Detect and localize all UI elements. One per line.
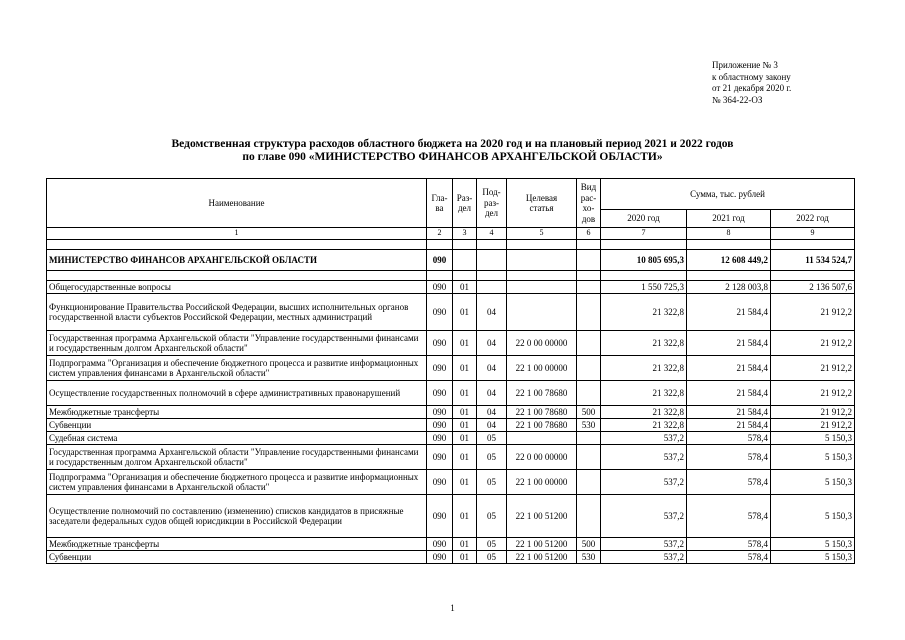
appendix-note [712,60,791,106]
appendix-line: от 21 декабря 2020 г. [712,83,792,93]
table-row [47,356,855,381]
row-2021: 578,4 [687,432,771,445]
row-2022: 5 150,3 [771,432,855,445]
row-name: Осуществление государственных полномочий в сфере административных правонарушений [47,381,427,406]
row-2021: 2 128 003,8 [687,281,771,294]
row-2020: 537,2 [601,495,687,538]
table-row [47,419,855,432]
row-glava: 090 [427,551,453,564]
header-2022: 2022 год [771,210,855,228]
row-vid: 530 [577,551,601,564]
row-name: Подпрограмма "Организация и обеспечение бюджетного процесса и развитие информационных систем управления финансами в Архангельской области" [47,470,427,495]
row-name: Судебная система [47,432,427,445]
column-number: 8 [687,228,771,240]
row-podrazdel: 04 [477,381,507,406]
header-name: Наименование [47,179,427,228]
row-2021: 578,4 [687,538,771,551]
header-glava: Гла- ва [427,179,453,228]
spacer-row [47,240,855,250]
row-2022: 21 912,2 [771,356,855,381]
row-podrazdel: 05 [477,495,507,538]
table-row [47,551,855,564]
row-2021: 21 584,4 [687,381,771,406]
table-row [47,495,855,538]
row-glava: 090 [427,356,453,381]
row-name: Общегосударственные вопросы [47,281,427,294]
ministry-2022: 11 534 524,7 [771,250,855,271]
row-glava: 090 [427,538,453,551]
row-vid: 500 [577,406,601,419]
row-2022: 21 912,2 [771,294,855,331]
row-razdel: 01 [453,381,477,406]
row-glava: 090 [427,406,453,419]
table-row [47,381,855,406]
row-podrazdel: 04 [477,294,507,331]
row-name: Субвенции [47,419,427,432]
row-2022: 5 150,3 [771,551,855,564]
header-sum: Сумма, тыс. рублей [601,179,855,210]
row-target: 22 0 00 00000 [507,445,577,470]
row-2022: 5 150,3 [771,538,855,551]
row-name: Межбюджетные трансферты [47,406,427,419]
table-row [47,445,855,470]
column-number: 4 [477,228,507,240]
row-2021: 21 584,4 [687,419,771,432]
row-glava: 090 [427,495,453,538]
ministry-2020: 10 805 695,3 [601,250,687,271]
row-razdel: 01 [453,294,477,331]
row-podrazdel: 05 [477,445,507,470]
row-podrazdel: 05 [477,470,507,495]
row-2020: 21 322,8 [601,419,687,432]
row-2020: 537,2 [601,538,687,551]
row-podrazdel: 04 [477,356,507,381]
row-target [507,294,577,331]
header-razdel: Раз- дел [453,179,477,228]
row-vid [577,331,601,356]
row-vid [577,294,601,331]
spacer-row [47,271,855,281]
row-glava: 090 [427,331,453,356]
row-razdel: 01 [453,551,477,564]
title-line-2: по главе 090 «МИНИСТЕРСТВО ФИНАНСОВ АРХАНГЕЛЬСКОЙ ОБЛАСТИ» [242,151,663,163]
row-razdel: 01 [453,281,477,294]
header-row [47,179,855,210]
column-number: 2 [427,228,453,240]
row-2022: 2 136 507,6 [771,281,855,294]
table-row [47,331,855,356]
row-name: Межбюджетные трансферты [47,538,427,551]
row-target: 22 1 00 00000 [507,356,577,381]
row-2022: 21 912,2 [771,381,855,406]
budget-table [46,178,855,564]
row-2020: 21 322,8 [601,331,687,356]
row-name: Осуществление полномочий по составлению (изменению) списков кандидатов в присяжные заседатели федеральных судов общей юрисдикции в Российской Федерации [47,495,427,538]
row-podrazdel: 04 [477,331,507,356]
row-name: Функционирование Правительства Российской Федерации, высших исполнительных органов государственной власти субъектов Российской Федерации, местных администраций [47,294,427,331]
row-podrazdel: 05 [477,551,507,564]
row-razdel: 01 [453,495,477,538]
row-2021: 578,4 [687,470,771,495]
header-2021: 2021 год [687,210,771,228]
row-vid: 530 [577,419,601,432]
row-target [507,281,577,294]
row-vid [577,356,601,381]
row-2021: 578,4 [687,495,771,538]
row-2021: 578,4 [687,445,771,470]
row-target: 22 0 00 00000 [507,331,577,356]
ministry-glava: 090 [427,250,453,271]
row-target: 22 1 00 78680 [507,381,577,406]
column-number: 5 [507,228,577,240]
row-target: 22 1 00 78680 [507,419,577,432]
row-2021: 21 584,4 [687,356,771,381]
row-razdel: 01 [453,356,477,381]
row-vid [577,445,601,470]
row-podrazdel: 05 [477,538,507,551]
appendix-line: Приложение № 3 [712,60,778,70]
row-glava: 090 [427,294,453,331]
row-2022: 21 912,2 [771,331,855,356]
row-2020: 537,2 [601,551,687,564]
appendix-line: № 364-22-ОЗ [712,94,763,105]
row-razdel: 01 [453,538,477,551]
row-name: Субвенции [47,551,427,564]
row-2021: 21 584,4 [687,331,771,356]
row-target: 22 1 00 51200 [507,551,577,564]
row-podrazdel: 04 [477,419,507,432]
row-2020: 537,2 [601,432,687,445]
table-row [47,538,855,551]
row-2022: 21 912,2 [771,419,855,432]
row-vid [577,281,601,294]
row-2020: 21 322,8 [601,356,687,381]
row-name: Подпрограмма "Организация и обеспечение бюджетного процесса и развитие информационных систем управления финансами в Архангельской области" [47,356,427,381]
row-2020: 21 322,8 [601,406,687,419]
row-2022: 21 912,2 [771,406,855,419]
row-target: 22 1 00 51200 [507,538,577,551]
row-target [507,432,577,445]
row-name: Государственная программа Архангельской области "Управление государственными финансами и государственным долгом Архангельской области" [47,445,427,470]
row-razdel: 01 [453,470,477,495]
row-glava: 090 [427,445,453,470]
table-row [47,294,855,331]
row-target: 22 1 00 78680 [507,406,577,419]
table-row [47,470,855,495]
ministry-name: МИНИСТЕРСТВО ФИНАНСОВ АРХАНГЕЛЬСКОЙ ОБЛАСТИ [47,250,427,271]
row-glava: 090 [427,381,453,406]
header-2020: 2020 год [601,210,687,228]
row-razdel: 01 [453,331,477,356]
row-razdel: 01 [453,406,477,419]
title-line-1: Ведомственная структура расходов областного бюджета на 2020 год и на плановый период 2021 и 2022 годов [171,138,734,150]
header-vid: Вид рас- хо- дов [577,179,601,228]
column-number: 9 [771,228,855,240]
column-number: 7 [601,228,687,240]
row-2022: 5 150,3 [771,470,855,495]
row-podrazdel [477,281,507,294]
row-vid [577,495,601,538]
column-number: 3 [453,228,477,240]
row-2020: 1 550 725,3 [601,281,687,294]
row-2021: 21 584,4 [687,294,771,331]
row-2021: 21 584,4 [687,406,771,419]
row-target: 22 1 00 51200 [507,495,577,538]
table-row [47,406,855,419]
ministry-2021: 12 608 449,2 [687,250,771,271]
column-number: 1 [47,228,427,240]
column-numbers-row [47,228,855,240]
row-target: 22 1 00 00000 [507,470,577,495]
table-row [47,432,855,445]
row-glava: 090 [427,281,453,294]
row-2020: 21 322,8 [601,294,687,331]
row-podrazdel: 05 [477,432,507,445]
header-target: Целевая статья [507,179,577,228]
page-number: 1 [450,603,455,613]
header-podrazdel: Под- раз- дел [477,179,507,228]
row-2022: 5 150,3 [771,445,855,470]
row-vid [577,381,601,406]
row-vid: 500 [577,538,601,551]
appendix-line: к областному закону [712,71,791,82]
row-vid [577,470,601,495]
column-number: 6 [577,228,601,240]
document-title [0,138,905,164]
row-2020: 537,2 [601,470,687,495]
row-razdel: 01 [453,419,477,432]
row-2020: 537,2 [601,445,687,470]
row-name: Государственная программа Архангельской области "Управление государственными финансами и государственным долгом Архангельской области" [47,331,427,356]
table-row [47,281,855,294]
row-podrazdel: 04 [477,406,507,419]
row-razdel: 01 [453,445,477,470]
ministry-row [47,250,855,271]
row-glava: 090 [427,470,453,495]
row-glava: 090 [427,419,453,432]
row-2021: 578,4 [687,551,771,564]
row-glava: 090 [427,432,453,445]
row-vid [577,432,601,445]
row-2022: 5 150,3 [771,495,855,538]
row-razdel: 01 [453,432,477,445]
row-2020: 21 322,8 [601,381,687,406]
